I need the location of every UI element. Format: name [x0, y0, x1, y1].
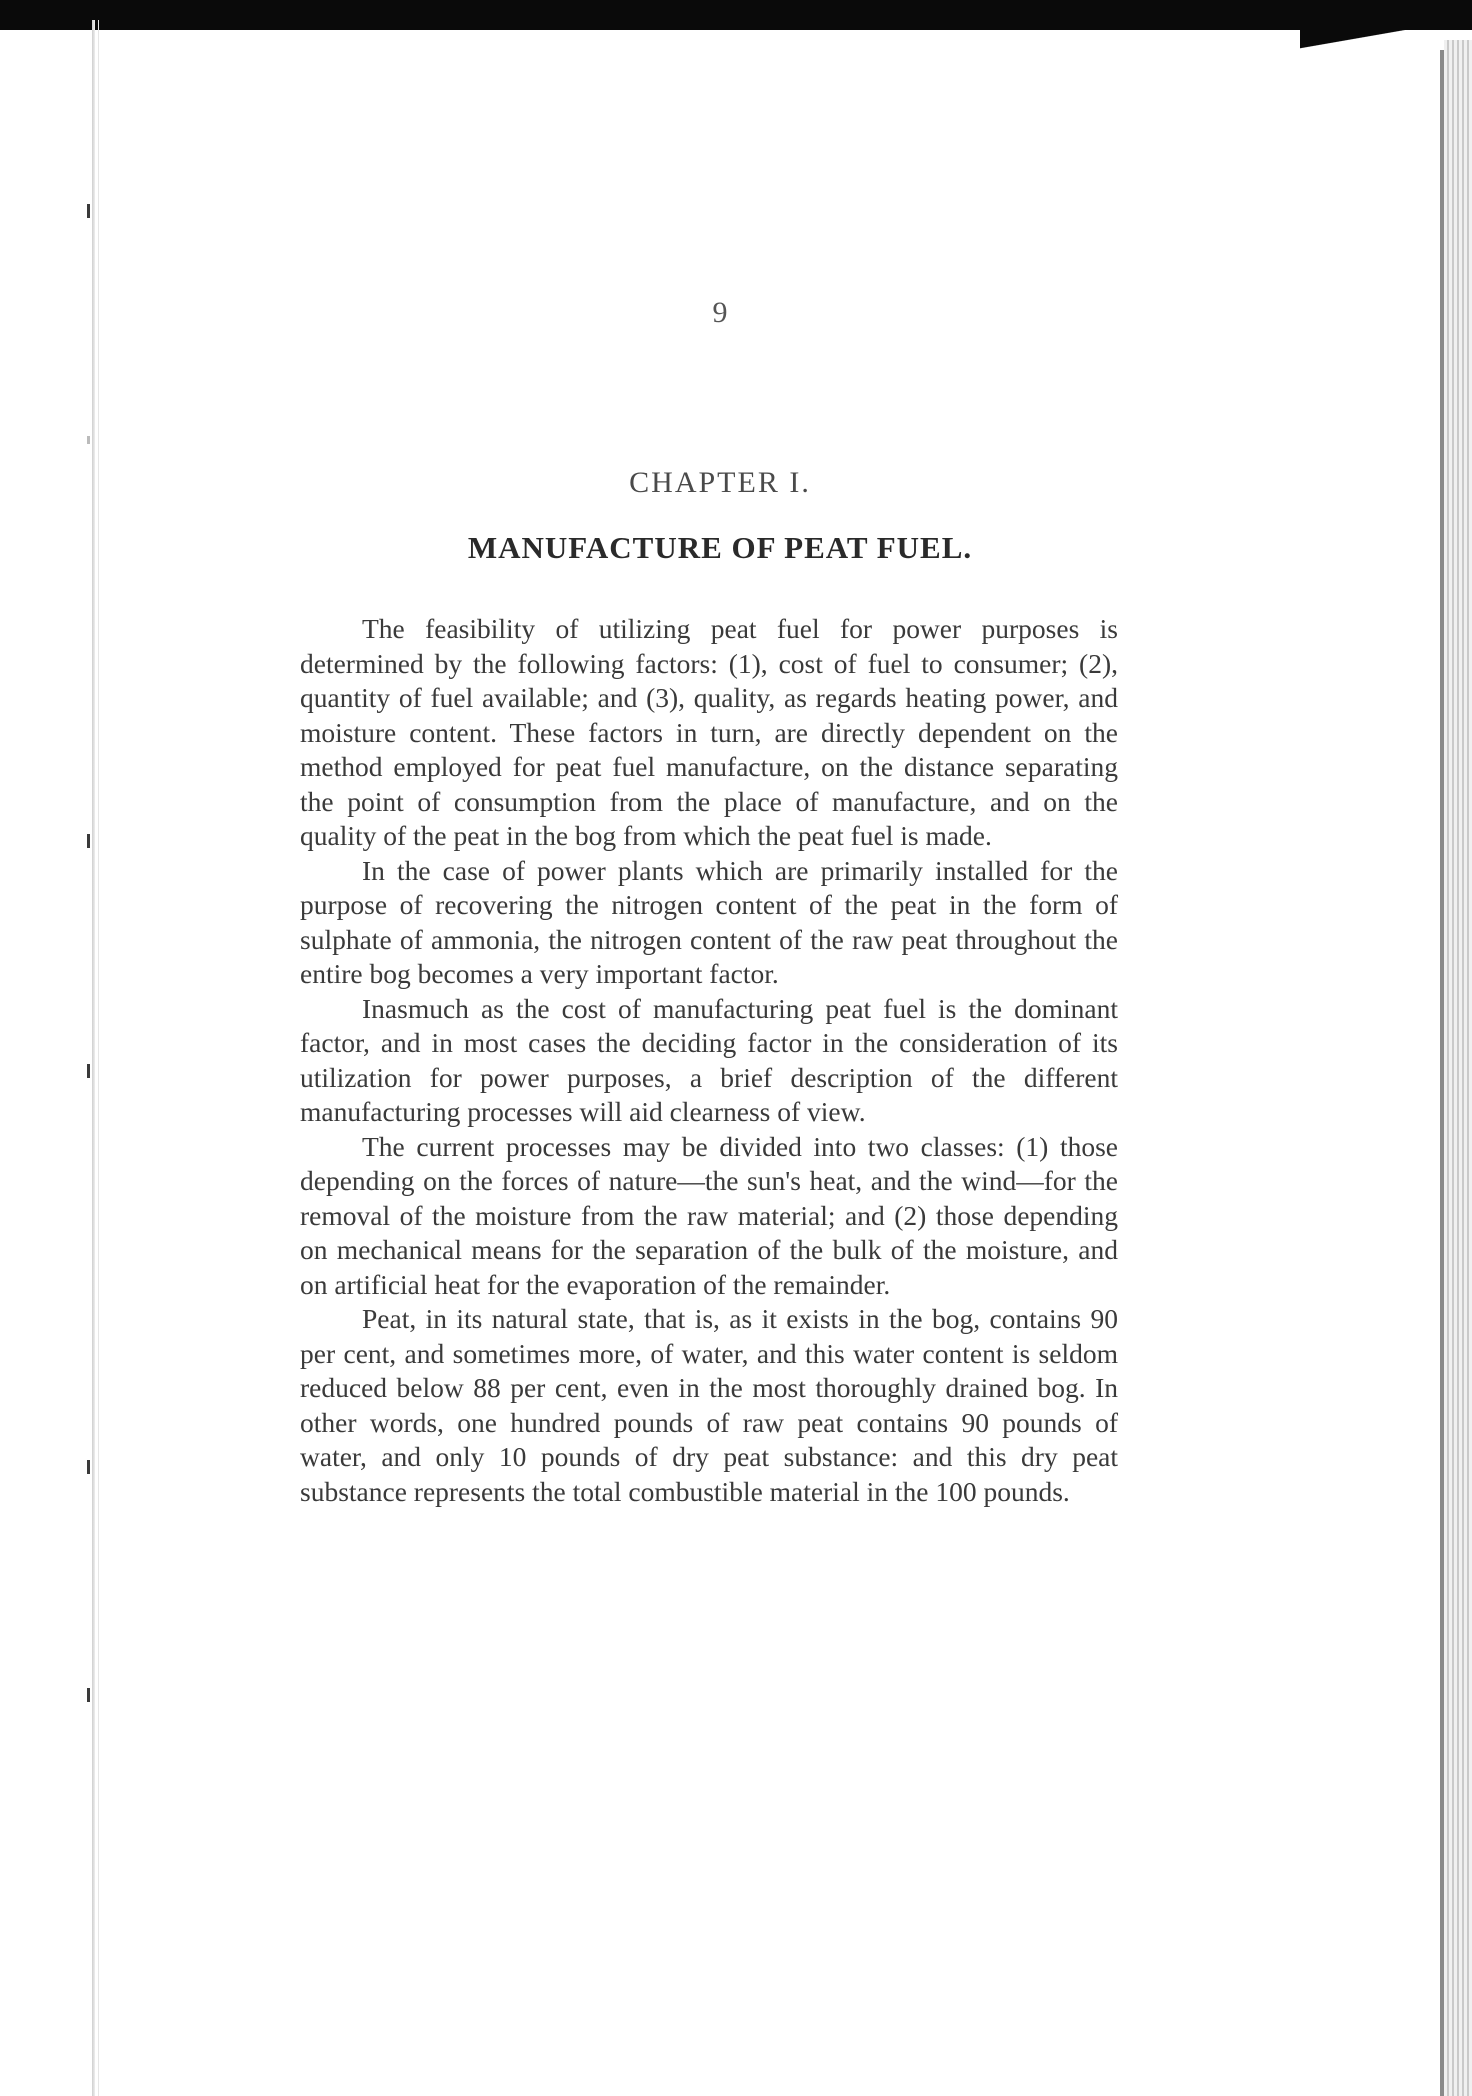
page-number: 9 — [712, 296, 728, 329]
chapter-heading: CHAPTER I. — [629, 466, 811, 499]
gutter-mark — [87, 204, 90, 218]
book-gutter-line — [98, 20, 99, 2096]
book-gutter — [92, 20, 95, 2096]
paragraph: Peat, in its natural state, that is, as it exists in the bog, contains 90 per cent, and sometimes more, of water, and this water content is seldom reduced below 88 per cent, even in the most thoroughly drained bog. In other words, one hundred pounds of raw peat contains 90 pounds of water, and only 10 pounds of dry peat substance: and this dry peat substance represents the total combustible material in the 100 pounds. — [300, 1303, 1118, 1507]
gutter-mark — [87, 1688, 90, 1702]
gutter-mark — [87, 1460, 90, 1474]
paragraph: The feasibility of utilizing peat fuel for power purposes is determined by the following factors: (1), cost of fuel to consumer; (2), quantity of fuel available; and (3), quality, as regards heating power, and moisture content. These factors in turn, are directly dependent on the method employed for peat fuel manufacture, on the distance separating the point of consumption from the place of manufacture, and on the quality of the peat in the bog from which the peat fuel is made. — [300, 613, 1118, 851]
paragraph: The current processes may be divided into two classes: (1) those depending on the forces of nature—the sun's heat, and the wind—for the removal of the moisture from the raw material; and (2) those depending on mechanical means for the separation of the bulk of the moisture, and on artificial heat for the evaporation of the remainder. — [300, 1130, 1118, 1300]
page-stack-edge — [1444, 40, 1472, 2096]
chapter-title: MANUFACTURE OF PEAT FUEL. — [467, 530, 973, 565]
paragraph: Inasmuch as the cost of manufacturing peat fuel is the dominant factor, and in most cases the deciding factor in the consideration of its utilization for power purposes, a brief description of the different manufacturing processes will aid clearness of view. — [300, 992, 1118, 1127]
scan-top-border — [0, 0, 1472, 30]
gutter-mark — [87, 834, 90, 848]
gutter-mark — [87, 1064, 90, 1078]
gutter-mark — [87, 436, 90, 444]
paragraph: In the case of power plants which are primarily installed for the purpose of recovering the nitrogen content of the peat in the form of sulphate of ammonia, the nitrogen content of the raw peat throughout the entire bog becomes a very important factor. — [300, 854, 1118, 989]
page-stack-shadow — [1440, 50, 1444, 2096]
body-text — [300, 612, 1118, 1509]
